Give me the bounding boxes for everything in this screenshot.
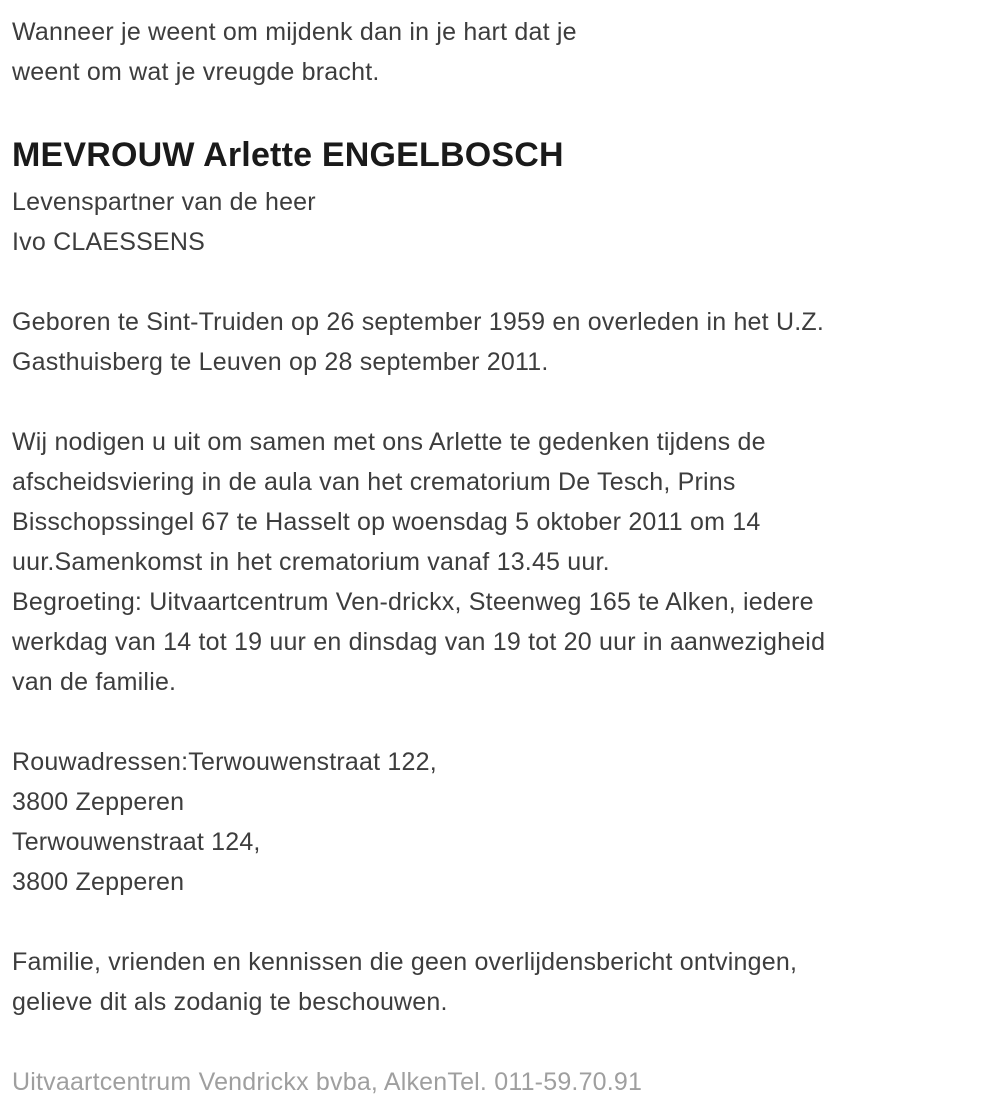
notice-line: Familie, vrienden en kennissen die geen overlijdensbericht ontvingen, [12, 948, 798, 976]
notice-line: gelieve dit als zodanig te beschouwen. [12, 988, 448, 1016]
relation-block [12, 182, 988, 262]
deceased-name-title: MEVROUW Arlette ENGELBOSCH [12, 136, 564, 174]
partner-name-line: Ivo CLAESSENS [12, 228, 205, 256]
notice-paragraph [12, 942, 988, 1022]
birth-death-paragraph [12, 302, 988, 382]
birth-death-line: Geboren te Sint-Truiden op 26 september 1959 en overleden in het U.Z. [12, 308, 824, 336]
address-line: 3800 Zepperen [12, 868, 185, 896]
ceremony-line: Bisschopssingel 67 te Hasselt op woensdag 5 oktober 2011 om 14 [12, 508, 761, 536]
quote-line: weent om wat je vreugde bracht. [12, 58, 380, 86]
address-line: 3800 Zepperen [12, 788, 185, 816]
greeting-line: Begroeting: Uitvaartcentrum Ven-drickx, Steenweg 165 te Alken, iedere [12, 588, 814, 616]
relation-line: Levenspartner van de heer [12, 188, 316, 216]
birth-death-line: Gasthuisberg te Leuven op 28 september 2011. [12, 348, 549, 376]
funeral-home-footer: Uitvaartcentrum Vendrickx bvba, AlkenTel. 011-59.70.91 [12, 1068, 643, 1096]
opening-quote [12, 12, 988, 92]
ceremony-line: afscheidsviering in de aula van het crematorium De Tesch, Prins [12, 468, 736, 496]
ceremony-paragraph [12, 422, 988, 702]
ceremony-line: uur.Samenkomst in het crematorium vanaf 13.45 uur. [12, 548, 610, 576]
quote-line: Wanneer je weent om mijdenk dan in je hart dat je [12, 18, 577, 46]
greeting-line: werkdag van 14 tot 19 uur en dinsdag van 19 tot 20 uur in aanwezigheid [12, 628, 826, 656]
greeting-line: van de familie. [12, 668, 177, 696]
address-line: Rouwadressen:Terwouwenstraat 122, [12, 748, 437, 776]
mourning-addresses [12, 742, 988, 902]
ceremony-line: Wij nodigen u uit om samen met ons Arlette te gedenken tijdens de [12, 428, 766, 456]
address-line: Terwouwenstraat 124, [12, 828, 261, 856]
